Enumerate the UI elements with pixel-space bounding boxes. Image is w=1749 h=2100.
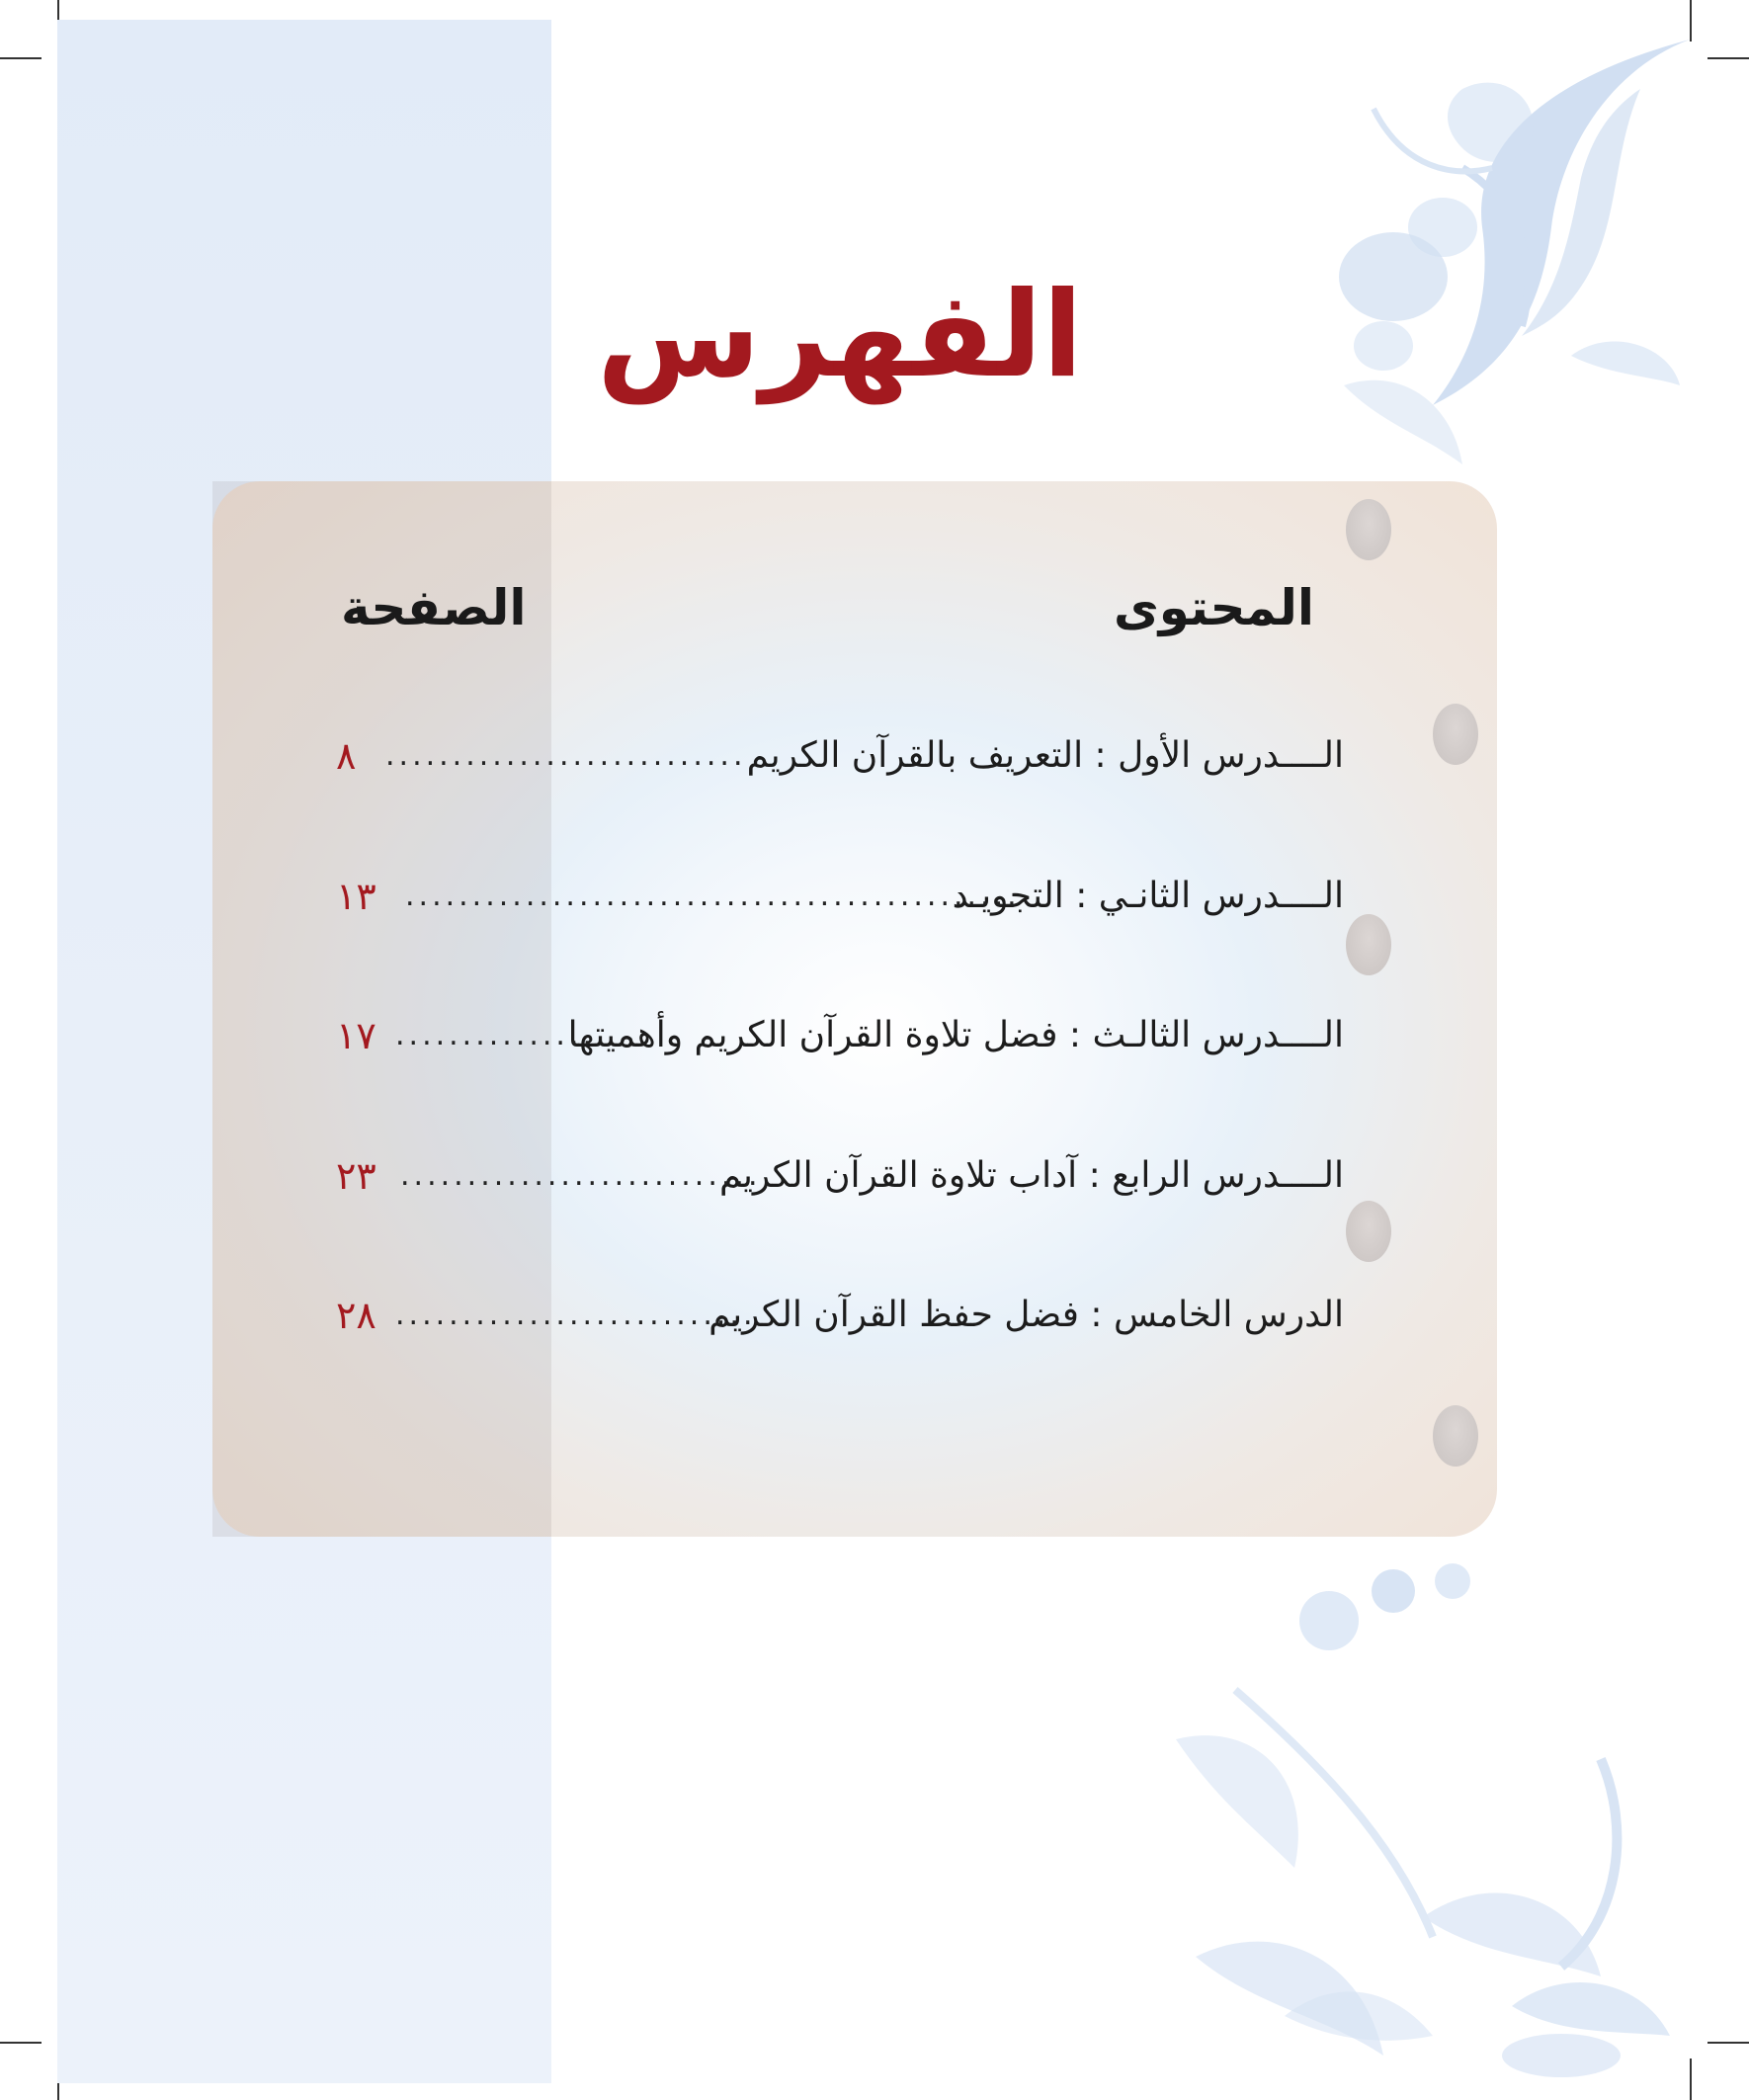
binder-hole (1433, 1405, 1478, 1467)
page-title: الفهرس (596, 267, 1083, 404)
binder-hole (1346, 499, 1391, 560)
toc-entry-page: ٢٣ (336, 1154, 376, 1198)
toc-entry[interactable] (336, 1281, 1344, 1350)
toc-entry[interactable] (336, 1141, 1344, 1211)
crop-mark (0, 2042, 42, 2044)
toc-entry-leader: ........................... (400, 1158, 762, 1193)
toc-entry[interactable] (336, 1001, 1344, 1070)
floral-ornament-top-right-icon (1314, 30, 1700, 494)
toc-entry-text: الــــدرس الأول : التعريف بالقرآن الكريم (746, 735, 1344, 776)
toc-entry-text: الــــدرس الثالـث : فضل تلاوة القرآن الكريم وأهميتها (567, 1015, 1344, 1055)
binder-hole (1346, 914, 1391, 975)
crop-mark (1707, 2042, 1749, 2044)
toc-entry-text: الــــدرس الرابع : آداب تلاوة القرآن الكريم (718, 1155, 1344, 1196)
binder-hole (1346, 1201, 1391, 1262)
toc-entry-leader: .............................................. (405, 879, 1021, 913)
toc-entry-text: الدرس الخامس : فضل حفظ القرآن الكريم (708, 1295, 1344, 1335)
crop-mark (1690, 2058, 1692, 2100)
crop-mark (1707, 57, 1749, 59)
content-header: المحتوى (1113, 579, 1314, 636)
toc-entry-leader: ............... (395, 1018, 597, 1052)
toc-entry-page: ٨ (336, 734, 357, 778)
crop-mark (0, 57, 42, 59)
page-header: الصفحة (341, 579, 527, 636)
toc-entry-leader: ........................... (395, 1298, 757, 1332)
toc-entry-page: ١٧ (336, 1014, 376, 1057)
toc-entry-text: الــــدرس الثانـي : التجويـد (952, 876, 1344, 916)
toc-entry[interactable] (336, 721, 1344, 791)
floral-ornament-bottom-right-icon (1136, 1542, 1690, 2085)
toc-entry-page: ١٣ (336, 875, 376, 918)
toc-entry-page: ٢٨ (336, 1294, 376, 1337)
binder-hole (1433, 704, 1478, 765)
toc-entry-leader: ........................... (385, 738, 747, 773)
toc-entry[interactable] (336, 862, 1344, 931)
